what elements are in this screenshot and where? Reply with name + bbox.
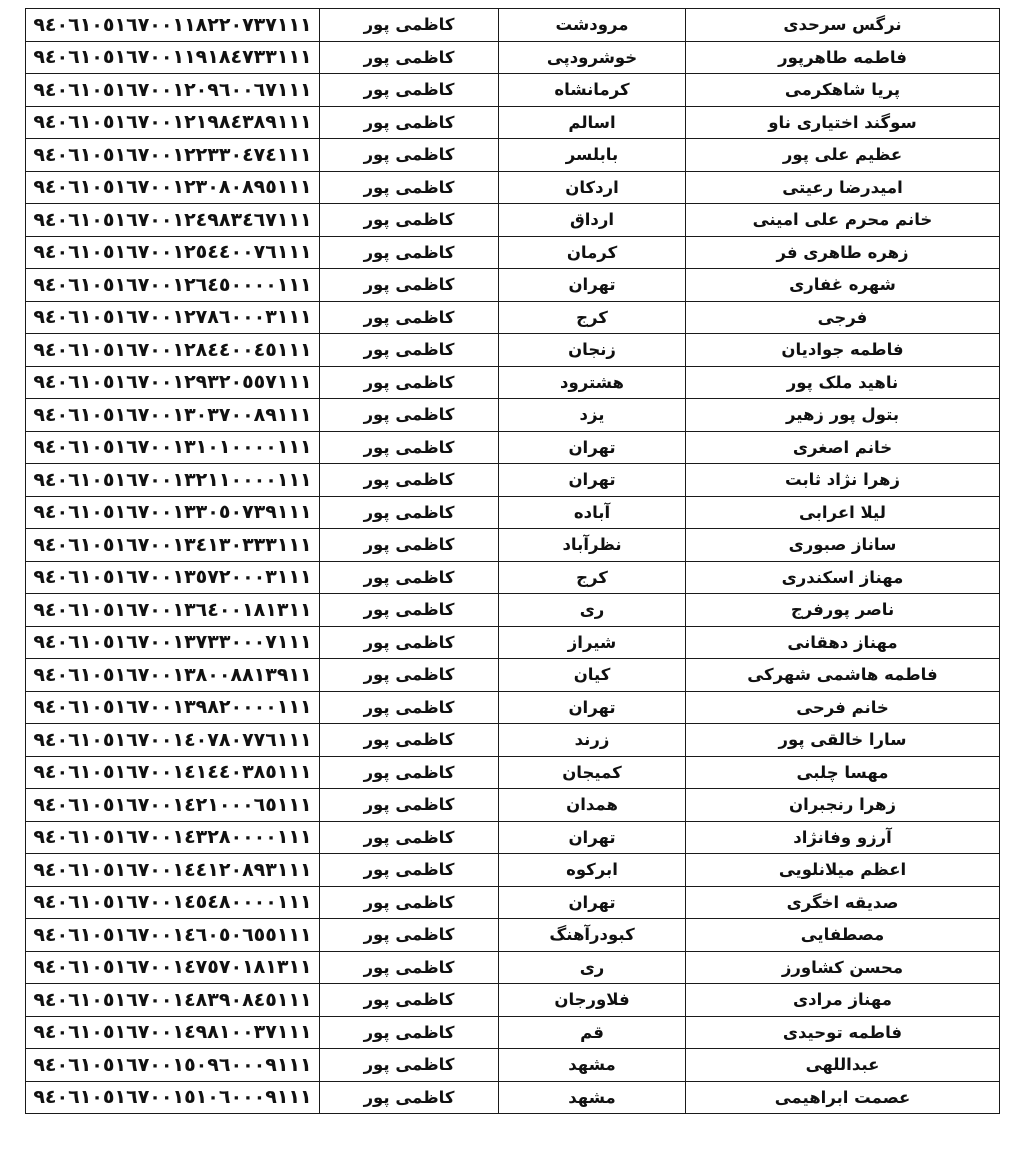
tracking-code-cell: ۹٤۰٦۱۰٥۱٦۷۰۰۱٤٤۱۲۰۸۹۳۱۱۱ [26,854,320,887]
person-name-cell: صدیقه اخگری [686,886,1000,919]
city-cell: هشترود [499,366,686,399]
city-cell: مشهد [499,1049,686,1082]
city-cell: کمیجان [499,756,686,789]
table-row [26,496,1000,529]
person-name-cell: اعظم میلانلویی [686,854,1000,887]
agent-cell: کاظمی پور [320,919,499,952]
person-name-cell: سارا خالقی پور [686,724,1000,757]
tracking-code-cell: ۹٤۰٦۱۰٥۱٦۷۰۰۱۲٤۹۸۳٤٦۷۱۱۱ [26,204,320,237]
tracking-code-cell: ۹٤۰٦۱۰٥۱٦۷۰۰۱٥۰۹٦۰۰۰۹۱۱۱ [26,1049,320,1082]
agent-cell: کاظمی پور [320,789,499,822]
city-cell: کرمان [499,236,686,269]
person-name-cell: ساناز صبوری [686,529,1000,562]
city-cell: تهران [499,269,686,302]
person-name-cell: ناهید ملک پور [686,366,1000,399]
city-cell: آباده [499,496,686,529]
agent-cell: کاظمی پور [320,594,499,627]
tracking-code-cell: ۹٤۰٦۱۰٥۱٦۷۰۰۱۳۲۱۱۰۰۰۰۱۱۱ [26,464,320,497]
table-row [26,854,1000,887]
table-row [26,919,1000,952]
city-cell: کرمانشاه [499,74,686,107]
person-name-cell: مهناز دهقانی [686,626,1000,659]
agent-cell: کاظمی پور [320,464,499,497]
tracking-code-cell: ۹٤۰٦۱۰٥۱٦۷۰۰۱۳۰۳۷۰۰۸۹۱۱۱ [26,399,320,432]
table-row [26,659,1000,692]
person-name-cell: عصمت ابراهیمی [686,1081,1000,1114]
table-row [26,236,1000,269]
table-row [26,269,1000,302]
person-name-cell: فاطمه توحیدی [686,1016,1000,1049]
tracking-code-cell: ۹٤۰٦۱۰٥۱٦۷۰۰۱۳٥۷۲۰۰۰۳۱۱۱ [26,561,320,594]
city-cell: کرج [499,561,686,594]
table-row [26,1049,1000,1082]
table-row [26,1081,1000,1114]
table-row [26,139,1000,172]
agent-cell: کاظمی پور [320,626,499,659]
agent-cell: کاظمی پور [320,1016,499,1049]
table-row [26,561,1000,594]
tracking-code-cell: ۹٤۰٦۱۰٥۱٦۷۰۰۱٤٥٤۸۰۰۰۰۱۱۱ [26,886,320,919]
city-cell: قم [499,1016,686,1049]
table-row [26,171,1000,204]
person-name-cell: فرجی [686,301,1000,334]
table-row [26,886,1000,919]
table-row [26,724,1000,757]
person-name-cell: عبداللهی [686,1049,1000,1082]
table-row [26,334,1000,367]
tracking-code-cell: ۹٤۰٦۱۰٥۱٦۷۰۰۱۲۹۳۲۰٥٥۷۱۱۱ [26,366,320,399]
person-name-cell: ناصر پورفرج [686,594,1000,627]
table-row [26,301,1000,334]
table-row [26,951,1000,984]
tracking-code-cell: ۹٤۰٦۱۰٥۱٦۷۰۰۱٤۸۳۹۰۸٤٥۱۱۱ [26,984,320,1017]
person-name-cell: سوگند اختیاری ناو [686,106,1000,139]
table-row [26,366,1000,399]
city-cell: تهران [499,886,686,919]
tracking-code-cell: ۹٤۰٦۱۰٥۱٦۷۰۰۱٤٦۰٥۰٦٥٥۱۱۱ [26,919,320,952]
table-row [26,594,1000,627]
tracking-code-cell: ۹٤۰٦۱۰٥۱٦۷۰۰۱۳۸۰۰۸۸۱۳۹۱۱ [26,659,320,692]
person-name-cell: مصطفایی [686,919,1000,952]
table-row [26,821,1000,854]
tracking-code-cell: ۹٤۰٦۱۰٥۱٦۷۰۰۱۲۰۹٦۰۰٦۷۱۱۱ [26,74,320,107]
tracking-code-cell: ۹٤۰٦۱۰٥۱٦۷۰۰۱٤۲۱۰۰۰٦٥۱۱۱ [26,789,320,822]
tracking-code-cell: ۹٤۰٦۱۰٥۱٦۷۰۰۱۱۸۲۲۰۷۳۷۱۱۱ [26,9,320,42]
agent-cell: کاظمی پور [320,496,499,529]
person-name-cell: زهرا رنجبران [686,789,1000,822]
person-name-cell: شهره غفاری [686,269,1000,302]
table-row [26,464,1000,497]
agent-cell: کاظمی پور [320,529,499,562]
city-cell: تهران [499,464,686,497]
agent-cell: کاظمی پور [320,1081,499,1114]
records-table [25,8,1000,1114]
table-row [26,399,1000,432]
person-name-cell: فاطمه جوادیان [686,334,1000,367]
tracking-code-cell: ۹٤۰٦۱۰٥۱٦۷۰۰۱۲۲۳۳۰٤۷٤۱۱۱ [26,139,320,172]
city-cell: کرج [499,301,686,334]
person-name-cell: زهرا نژاد ثابت [686,464,1000,497]
agent-cell: کاظمی پور [320,74,499,107]
agent-cell: کاظمی پور [320,334,499,367]
tracking-code-cell: ۹٤۰٦۱۰٥۱٦۷۰۰۱٤۰۷۸۰۷۷٦۱۱۱ [26,724,320,757]
person-name-cell: مهناز اسکندری [686,561,1000,594]
table-row [26,1016,1000,1049]
city-cell: کبودرآهنگ [499,919,686,952]
tracking-code-cell: ۹٤۰٦۱۰٥۱٦۷۰۰۱۲۱۹۸٤۳۸۹۱۱۱ [26,106,320,139]
agent-cell: کاظمی پور [320,854,499,887]
city-cell: نظرآباد [499,529,686,562]
city-cell: ری [499,951,686,984]
agent-cell: کاظمی پور [320,41,499,74]
tracking-code-cell: ۹٤۰٦۱۰٥۱٦۷۰۰۱۲٦٤٥۰۰۰۰۱۱۱ [26,269,320,302]
agent-cell: کاظمی پور [320,691,499,724]
tracking-code-cell: ۹٤۰٦۱۰٥۱٦۷۰۰۱۳۳۰٥۰۷۳۹۱۱۱ [26,496,320,529]
tracking-code-cell: ۹٤۰٦۱۰٥۱٦۷۰۰۱۳٦٤۰۰۱۸۱۳۱۱ [26,594,320,627]
person-name-cell: خانم فرحی [686,691,1000,724]
agent-cell: کاظمی پور [320,659,499,692]
tracking-code-cell: ۹٤۰٦۱۰٥۱٦۷۰۰۱۲٥٤٤۰۰۷٦۱۱۱ [26,236,320,269]
person-name-cell: فاطمه هاشمی شهرکی [686,659,1000,692]
tracking-code-cell: ۹٤۰٦۱۰٥۱٦۷۰۰۱٤۳۲۸۰۰۰۰۱۱۱ [26,821,320,854]
agent-cell: کاظمی پور [320,269,499,302]
table-row [26,74,1000,107]
city-cell: خوشرودپی [499,41,686,74]
agent-cell: کاظمی پور [320,171,499,204]
city-cell: یزد [499,399,686,432]
person-name-cell: عظیم علی پور [686,139,1000,172]
table-row [26,789,1000,822]
city-cell: ری [499,594,686,627]
agent-cell: کاظمی پور [320,951,499,984]
person-name-cell: پریا شاهکرمی [686,74,1000,107]
tracking-code-cell: ۹٤۰٦۱۰٥۱٦۷۰۰۱۳٤۱۳۰۳۳۳۱۱۱ [26,529,320,562]
agent-cell: کاظمی پور [320,756,499,789]
tracking-code-cell: ۹٤۰٦۱۰٥۱٦۷۰۰۱٤۹۸۱۰۰۳۷۱۱۱ [26,1016,320,1049]
city-cell: زنجان [499,334,686,367]
agent-cell: کاظمی پور [320,561,499,594]
city-cell: فلاورجان [499,984,686,1017]
table-row [26,106,1000,139]
agent-cell: کاظمی پور [320,399,499,432]
city-cell: همدان [499,789,686,822]
person-name-cell: امیدرضا رعیتی [686,171,1000,204]
person-name-cell: زهره طاهری فر [686,236,1000,269]
tracking-code-cell: ۹٤۰٦۱۰٥۱٦۷۰۰۱۲۷۸٦۰۰۰۳۱۱۱ [26,301,320,334]
tracking-code-cell: ۹٤۰٦۱۰٥۱٦۷۰۰۱۳۹۸۲۰۰۰۰۱۱۱ [26,691,320,724]
tracking-code-cell: ۹٤۰٦۱۰٥۱٦۷۰۰۱٥۱۰٦۰۰۰۹۱۱۱ [26,1081,320,1114]
person-name-cell: مهناز مرادی [686,984,1000,1017]
agent-cell: کاظمی پور [320,724,499,757]
agent-cell: کاظمی پور [320,204,499,237]
agent-cell: کاظمی پور [320,9,499,42]
city-cell: اسالم [499,106,686,139]
table-row [26,626,1000,659]
table-row [26,756,1000,789]
city-cell: تهران [499,431,686,464]
person-name-cell: فاطمه طاهرپور [686,41,1000,74]
table-row [26,691,1000,724]
tracking-code-cell: ۹٤۰٦۱۰٥۱٦۷۰۰۱۳۱۰۱۰۰۰۰۱۱۱ [26,431,320,464]
city-cell: ارداق [499,204,686,237]
city-cell: کیان [499,659,686,692]
table-row [26,984,1000,1017]
agent-cell: کاظمی پور [320,1049,499,1082]
person-name-cell: آرزو وفانژاد [686,821,1000,854]
person-name-cell: لیلا اعرابی [686,496,1000,529]
city-cell: ابرکوه [499,854,686,887]
tracking-code-cell: ۹٤۰٦۱۰٥۱٦۷۰۰۱٤۱٤٤۰۳۸٥۱۱۱ [26,756,320,789]
agent-cell: کاظمی پور [320,236,499,269]
agent-cell: کاظمی پور [320,139,499,172]
agent-cell: کاظمی پور [320,886,499,919]
person-name-cell: بتول پور زهیر [686,399,1000,432]
tracking-code-cell: ۹٤۰٦۱۰٥۱٦۷۰۰۱۱۹۱۸٤۷۳۳۱۱۱ [26,41,320,74]
tracking-code-cell: ۹٤۰٦۱۰٥۱٦۷۰۰۱۲۳۰۸۰۸۹٥۱۱۱ [26,171,320,204]
person-name-cell: خانم اصغری [686,431,1000,464]
agent-cell: کاظمی پور [320,366,499,399]
agent-cell: کاظمی پور [320,106,499,139]
person-name-cell: محسن کشاورز [686,951,1000,984]
agent-cell: کاظمی پور [320,984,499,1017]
person-name-cell: خانم محرم علی امینی [686,204,1000,237]
agent-cell: کاظمی پور [320,301,499,334]
city-cell: زرند [499,724,686,757]
city-cell: شیراز [499,626,686,659]
city-cell: مرودشت [499,9,686,42]
city-cell: مشهد [499,1081,686,1114]
city-cell: تهران [499,821,686,854]
agent-cell: کاظمی پور [320,821,499,854]
person-name-cell: مهسا چلبی [686,756,1000,789]
city-cell: اردکان [499,171,686,204]
table-row [26,431,1000,464]
tracking-code-cell: ۹٤۰٦۱۰٥۱٦۷۰۰۱٤۷٥۷۰۱۸۱۳۱۱ [26,951,320,984]
table-row [26,204,1000,237]
person-name-cell: نرگس سرحدی [686,9,1000,42]
tracking-code-cell: ۹٤۰٦۱۰٥۱٦۷۰۰۱۲۸٤٤۰۰٤٥۱۱۱ [26,334,320,367]
table-row [26,9,1000,42]
table-row [26,529,1000,562]
city-cell: بابلسر [499,139,686,172]
tracking-code-cell: ۹٤۰٦۱۰٥۱٦۷۰۰۱۳۷۳۳۰۰۰۷۱۱۱ [26,626,320,659]
table-row [26,41,1000,74]
agent-cell: کاظمی پور [320,431,499,464]
city-cell: تهران [499,691,686,724]
table-body [26,9,1000,1114]
